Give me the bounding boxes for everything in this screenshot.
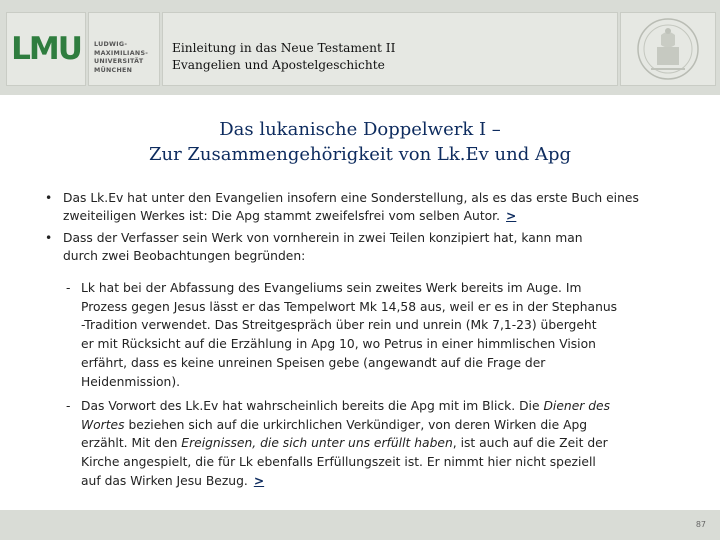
bullet-line: Das Lk.Ev hat unter den Evangelien insofern eine Sonderstellung, als es das erste Buch eines	[63, 191, 639, 205]
lmu-logo-text: LMU	[11, 31, 81, 67]
sub-point-line: er mit Rücksicht auf die Erzählung in Apg 10, wo Petrus in einer himmlischen Vision	[81, 337, 596, 352]
university-name-line: LUDWIG-	[94, 41, 128, 48]
university-name-line: MÜNCHEN	[94, 66, 133, 74]
slide-header	[0, 0, 720, 95]
course-title	[172, 40, 395, 74]
sub-point-text	[81, 397, 706, 491]
university-seal-box	[620, 12, 716, 86]
course-title-line-2: Evangelien und Apostelgeschichte	[172, 58, 385, 72]
slide-title-line-1: Das lukanische Doppelwerk I –	[219, 119, 501, 140]
sub-point-line	[81, 472, 706, 491]
slide-title-line-2: Zur Zusammengehörigkeit von Lk.Ev und Apg	[148, 144, 572, 165]
sub-point-line: Lk hat bei der Abfassung des Evangeliums sein zweites Werk bereits im Auge. Im	[81, 281, 582, 295]
emphasis-text: Ereignissen, die sich unter uns erfüllt haben	[181, 436, 453, 451]
sub-point-line: -Tradition verwendet. Das Streitgespräch über rein und unrein (Mk 7,1-23) übergeht	[81, 318, 597, 333]
bullet-line	[63, 207, 703, 225]
emphasis-text: Diener des	[543, 399, 611, 413]
sub-point-line: Prozess gegen Jesus lässt er das Tempelwort Mk 14,58 aus, weil er es in der Stephanus	[81, 299, 618, 314]
bullet-line-text: zweiteiligen Werkes ist: Die Apg stammt zweifelsfrei vom selben Autor.	[63, 209, 501, 223]
more-link[interactable]: >	[253, 473, 265, 488]
university-name-line: UNIVERSITÄT	[94, 58, 144, 66]
course-title-line-1: Einleitung in das Neue Testament II	[172, 41, 396, 55]
bullet-text	[63, 229, 703, 265]
slide-footer	[0, 510, 720, 540]
university-name-line: MAXIMILIANS-	[94, 49, 149, 57]
sub-point-text-run: beziehen sich auf die urkirchlichen Verkündiger, von deren Wirken die Apg	[124, 417, 588, 432]
sub-point-line	[81, 434, 706, 453]
bullet-line: durch zwei Beobachtungen begründen:	[63, 249, 306, 263]
dash-marker: -	[66, 281, 71, 295]
bullet-line: Dass der Verfasser sein Werk von vornherein in zwei Teilen konzipiert hat, kann man	[63, 231, 583, 245]
university-name-box	[88, 12, 160, 86]
university-seal-icon	[621, 13, 715, 85]
sub-point-text-run: erzählt. Mit den	[81, 436, 182, 451]
sub-point-text-run: , ist auch auf die Zeit der	[452, 436, 608, 451]
course-title-box	[162, 12, 618, 86]
sub-point-text	[81, 279, 706, 391]
sub-point-line: Kirche angespielt, die für Lk ebenfalls Erfüllungszeit ist. Er nimmt hier nicht speziell	[81, 455, 596, 470]
dash-marker: -	[66, 399, 71, 413]
sub-point-line: erfährt, dass es keine unreinen Speisen gebe (angewandt auf die Frage der	[81, 355, 546, 370]
sub-point-line	[81, 416, 706, 435]
emphasis-text: Wortes	[81, 417, 125, 432]
slide-title	[0, 117, 720, 167]
lmu-logo	[6, 12, 86, 86]
sub-point-line	[81, 397, 706, 416]
bullet-dot: •	[45, 191, 53, 205]
bullet-text	[63, 189, 703, 225]
more-link[interactable]: >	[506, 209, 517, 223]
sub-point-text-run: auf das Wirken Jesu Bezug.	[81, 473, 248, 488]
sub-point-line: Heidenmission).	[81, 374, 181, 389]
bullet-dot: •	[45, 231, 53, 245]
university-name	[94, 41, 148, 75]
page-number: 87	[695, 520, 706, 529]
sub-point-text-run: Das Vorwort des Lk.Ev hat wahrscheinlich bereits die Apg mit im Blick. Die	[81, 399, 544, 413]
